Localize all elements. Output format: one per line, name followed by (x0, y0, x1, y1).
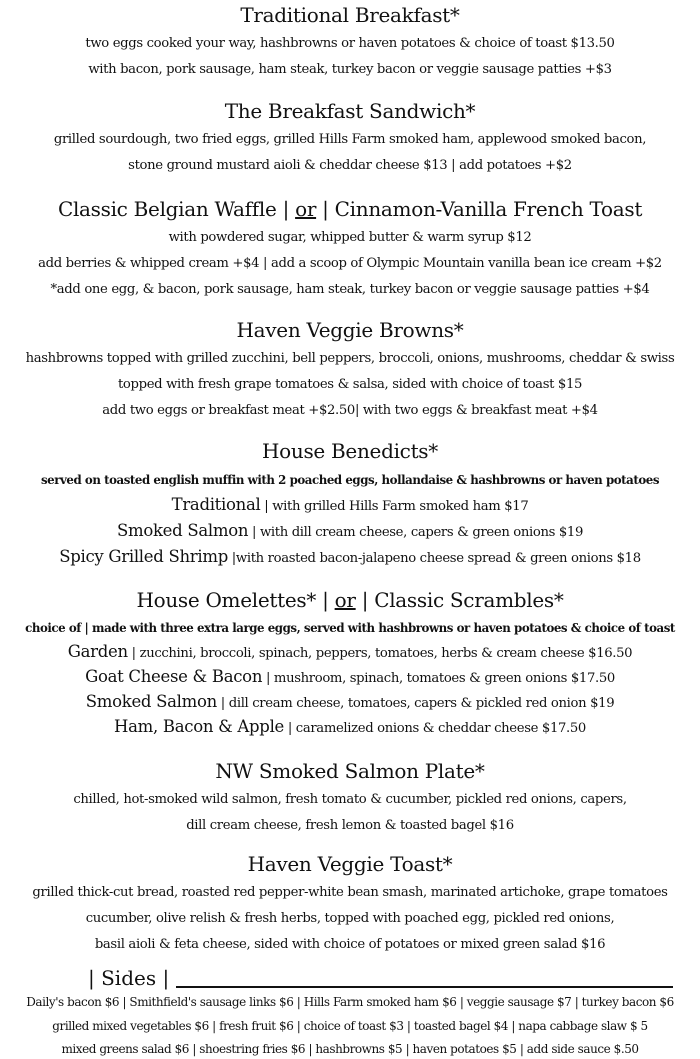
title-omelettes: House Omelettes* | (136, 588, 329, 612)
menu-desc-line: stone ground mustard aioli & cheddar cheese $13 | add potatoes +$2 (128, 158, 572, 173)
section-title-traditional-breakfast: Traditional Breakfast* (240, 3, 460, 27)
menu-item-desc: | zucchini, broccoli, spinach, peppers, tomatoes, herbs & cream cheese $16.50 (127, 646, 633, 661)
menu-item (0, 717, 700, 736)
menu-item-desc: | caramelized onions & cheddar cheese $17.50 (284, 721, 586, 736)
menu-desc-line: topped with fresh grape tomatoes & salsa, sided with choice of toast $15 (117, 377, 583, 392)
menu-desc-line: grilled sourdough, two fried eggs, grilled Hills Farm smoked ham, applewood smoked bacon, (53, 132, 647, 147)
menu-desc-line: two eggs cooked your way, hashbrowns or haven potatoes & choice of toast $13.50 (85, 36, 615, 51)
menu-item-name: Goat Cheese & Bacon (85, 667, 263, 686)
menu-desc-line: with powdered sugar, whipped butter & warm syrup $12 (168, 230, 532, 245)
menu-desc-line: *add one egg, & bacon, pork sausage, ham steak, turkey bacon or veggie sausage patties +$4 (50, 282, 650, 297)
menu-item-desc: | with dill cream cheese, capers & green onions $19 (248, 525, 584, 540)
sides-heading: | Sides | (88, 966, 170, 990)
menu-item (0, 521, 700, 540)
section-title-nw-smoked-salmon-plate: NW Smoked Salmon Plate* (215, 759, 485, 783)
menu-item-name: Traditional (171, 495, 261, 514)
menu-desc-line: grilled thick-cut bread, roasted red pepper-white bean smash, marinated artichoke, grape tomatoes (32, 885, 668, 900)
menu-item-desc: | with grilled Hills Farm smoked ham $17 (260, 499, 529, 514)
menu-desc-line: chilled, hot-smoked wild salmon, fresh tomato & cucumber, pickled red onions, capers, (73, 792, 627, 807)
section-title-house-benedicts: House Benedicts* (262, 439, 438, 463)
sides-line: Daily's bacon $6 | Smithfield's sausage links $6 | Hills Farm smoked ham $6 | veggie sausage $7 | turkey bacon $6 (26, 995, 674, 1009)
title-waffle: Classic Belgian Waffle | (57, 197, 290, 221)
menu-item-name: Ham, Bacon & Apple (114, 717, 285, 736)
menu-item-name: Spicy Grilled Shrimp (59, 547, 228, 566)
menu-desc-line: add two eggs or breakfast meat +$2.50| with two eggs & breakfast meat +$4 (102, 403, 598, 418)
menu-item (0, 642, 700, 661)
menu-item-name: Smoked Salmon (116, 521, 249, 540)
menu-item-name: Garden (67, 642, 128, 661)
title-scrambles: | Classic Scrambles* (361, 588, 564, 612)
section-title-waffle-or-french-toast (0, 197, 700, 221)
section-intro: served on toasted english muffin with 2 poached eggs, hollandaise & hashbrowns or haven potatoes (40, 473, 660, 487)
menu-item-desc: | dill cream cheese, tomatoes, capers & pickled red onion $19 (216, 696, 615, 711)
menu-desc-line: basil aioli & feta cheese, sided with choice of potatoes or mixed green salad $16 (94, 937, 606, 952)
title-or: or (295, 197, 317, 221)
menu-item-desc: | mushroom, spinach, tomatoes & green onions $17.50 (262, 671, 615, 686)
title-french-toast: | Cinnamon-Vanilla French Toast (322, 197, 643, 221)
menu-desc-line: add berries & whipped cream +$4 | add a scoop of Olympic Mountain vanilla bean ice cream +$2 (38, 256, 662, 271)
menu-item (0, 495, 700, 514)
menu-desc-line: dill cream cheese, fresh lemon & toasted bagel $16 (186, 818, 514, 833)
section-intro: choice of | made with three extra large eggs, served with hashbrowns or haven potatoes & choice of toast (25, 621, 675, 635)
title-or: or (334, 588, 356, 612)
section-title-haven-veggie-browns: Haven Veggie Browns* (236, 318, 464, 342)
section-title-omelettes-or-scrambles (0, 588, 700, 612)
menu-desc-line: with bacon, pork sausage, ham steak, turkey bacon or veggie sausage patties +$3 (88, 62, 612, 77)
section-title-breakfast-sandwich: The Breakfast Sandwich* (224, 99, 476, 123)
menu-desc-line: hashbrowns topped with grilled zucchini, bell peppers, broccoli, onions, mushrooms, cheddar & swiss (25, 351, 675, 366)
sides-line: grilled mixed vegetables $6 | fresh fruit $6 | choice of toast $3 | toasted bagel $4 | napa cabbage slaw $ 5 (52, 1019, 648, 1033)
sides-divider (176, 986, 673, 988)
menu-item (0, 547, 700, 566)
menu-item (0, 692, 700, 711)
menu-desc-line: cucumber, olive relish & fresh herbs, topped with poached egg, pickled red onions, (85, 911, 615, 926)
sides-line: mixed greens salad $6 | shoestring fries $6 | hashbrowns $5 | haven potatoes $5 | add side sauce $.50 (61, 1042, 639, 1056)
menu-item (0, 667, 700, 686)
section-title-haven-veggie-toast: Haven Veggie Toast* (247, 852, 453, 876)
menu-item-name: Smoked Salmon (85, 692, 217, 711)
menu-item-desc: |with roasted bacon-jalapeno cheese spread & green onions $18 (227, 551, 641, 566)
